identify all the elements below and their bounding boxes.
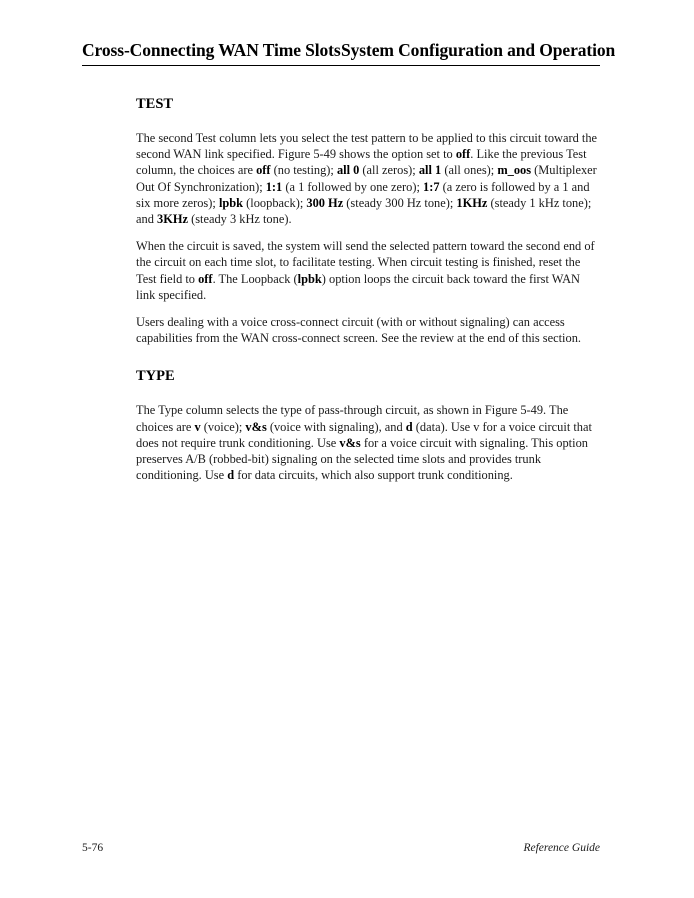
document-title: Reference Guide [523,842,600,854]
type-paragraph-1: The Type column selects the type of pass-through circuit, as shown in Figure 5-49. The choices are v (voice); v&s (voice with signaling), and d (data). Use v for a voice circuit that does not require trunk conditioning. Use v&s for a voice circuit with signaling. This option preserves A/B (robbed-bit) signaling on the selected time slots and provides trunk conditioning. Use d for data circuits, which also support trunk conditioning. [136,403,592,483]
page-number: 5-76 [82,842,104,854]
running-header [82,39,616,66]
test-paragraph-2: When the circuit is saved, the system will send the selected pattern toward the second end of the circuit on each time slot, to facilitate testing. When circuit testing is finished, reset the Test field to off. The Loopback (lpbk) option loops the circuit back toward the first WAN link specified. [136,239,595,302]
test-heading: TEST [136,96,174,112]
page-body [136,96,602,494]
test-paragraph-3: Users dealing with a voice cross-connect circuit (with or without signaling) can access capabilities from the WAN cross-connect screen. See the review at the end of this section. [136,315,581,346]
chapter-title: System Configuration and Operation [341,40,616,60]
figure-reference[interactable]: 5-49 [313,147,337,162]
section-title: Cross-Connecting WAN Time Slots [82,40,341,60]
type-heading: TYPE [136,368,175,385]
test-paragraph-1: The second Test column lets you select the test pattern to be applied to this circuit toward the second WAN link specified. Figure 5-49 shows the option set to off. Like the previous Test column, the choices are off (no testing); all 0 (all zeros); all 1 (all ones); m_oos (Multiplexer Out Of Synchronization); 1:1 (a 1 followed by one zero); 1:7 (a zero is followed by a 1 and six more zeros); lpbk (loopback); 300 Hz (steady 300 Hz tone); 1KHz (steady 1 kHz tone); and 3KHz (steady 3 kHz tone). [136,131,598,227]
figure-reference[interactable]: 5-49 [520,403,544,418]
